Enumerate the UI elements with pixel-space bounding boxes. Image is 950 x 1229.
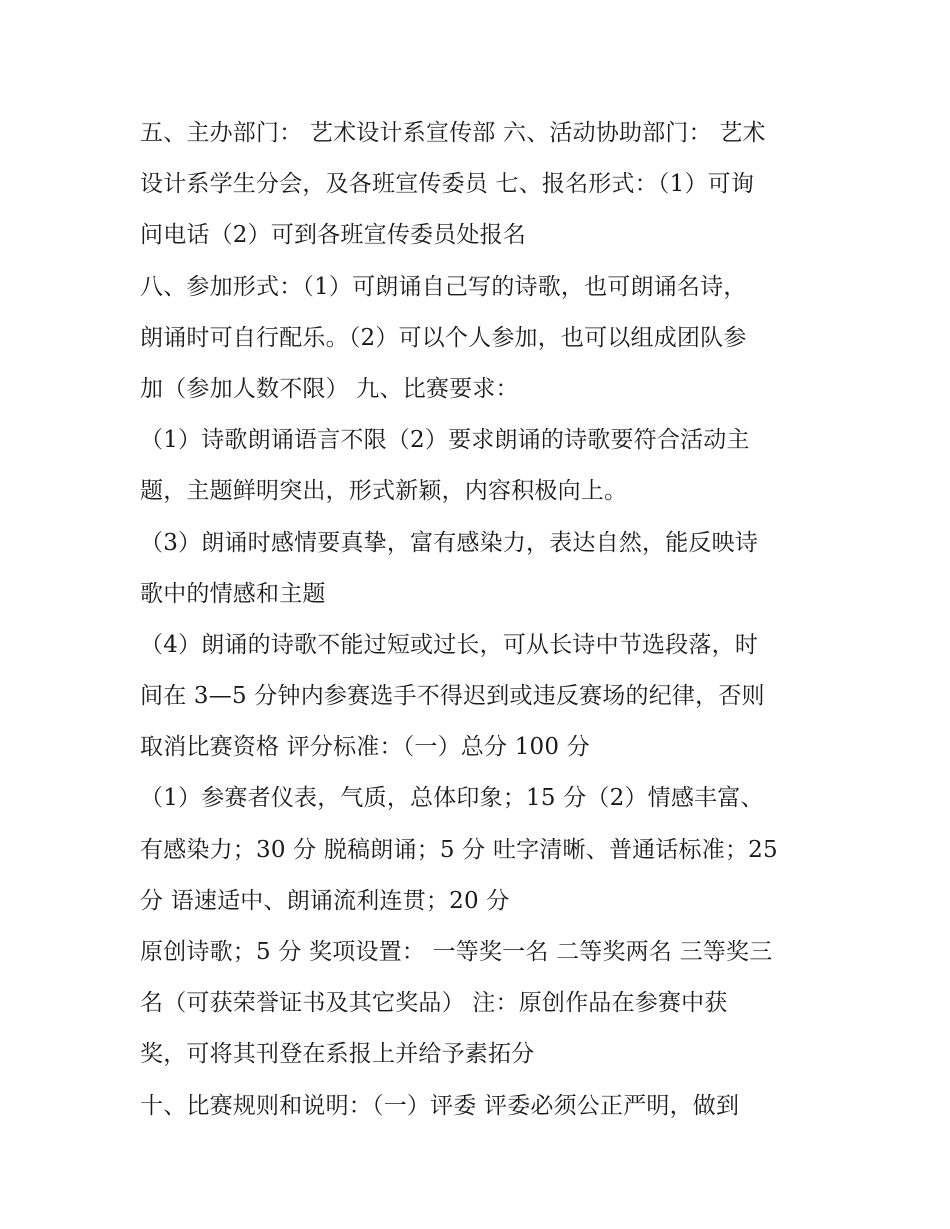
text-line: 原创诗歌；5 分 奖项设置： 一等奖一名 二等奖两名 三等奖三 xyxy=(140,939,773,965)
text-line: 加（参加人数不限） 九、比赛要求： xyxy=(140,375,519,402)
text-line: 分 语速适中、朗诵流利连贯；20 分 xyxy=(140,887,510,914)
text-line: 间在 3—5 分钟内参赛选手不得迟到或违反赛场的纪律，否则 xyxy=(140,683,765,710)
text-line: 歌中的情感和主题 xyxy=(140,580,326,607)
text-line: （1）参赛者仪表，气质，总体印象；15 分（2）情感丰富、 xyxy=(140,785,764,812)
text-line: 十、比赛规则和说明：（一）评委 评委必须公正严明，做到 xyxy=(140,1092,740,1119)
text-line: 有感染力；30 分 脱稿朗诵；5 分 吐字清晰、普通话标准；25 xyxy=(140,836,778,863)
text-line: 问电话（2）可到各班宣传委员处报名 xyxy=(140,222,527,249)
text-line: 题，主题鲜明突出，形式新颖，内容积极向上。 xyxy=(140,478,628,505)
text-line: 设计系学生分会，及各班宣传委员 七、报名形式：（1）可询 xyxy=(140,171,755,198)
text-line: （1）诗歌朗诵语言不限（2）要求朗诵的诗歌要符合活动主 xyxy=(140,427,750,454)
text-line: （4）朗诵的诗歌不能过短或过长，可从长诗中节选段落，时 xyxy=(140,631,759,658)
text-line: 奖，可将其刊登在系报上并给予素拓分 xyxy=(140,1041,535,1068)
text-line: 朗诵时可自行配乐。（2）可以个人参加，也可以组成团队参 xyxy=(140,324,747,351)
text-line: 五、主办部门： 艺术设计系宣传部 六、活动协助部门： 艺术 xyxy=(140,120,766,146)
text-line: （3）朗诵时感情要真挚，富有感染力，表达自然，能反映诗 xyxy=(140,529,759,556)
text-line: 名（可获荣誉证书及其它奖品） 注：原创作品在参赛中获 xyxy=(140,990,728,1017)
document-body xyxy=(140,108,820,1132)
text-line: 取消比赛资格 评分标准：（一）总分 100 分 xyxy=(140,734,590,761)
text-line: 八、参加形式：（1）可朗诵自己写的诗歌，也可朗诵名诗， xyxy=(140,273,747,300)
